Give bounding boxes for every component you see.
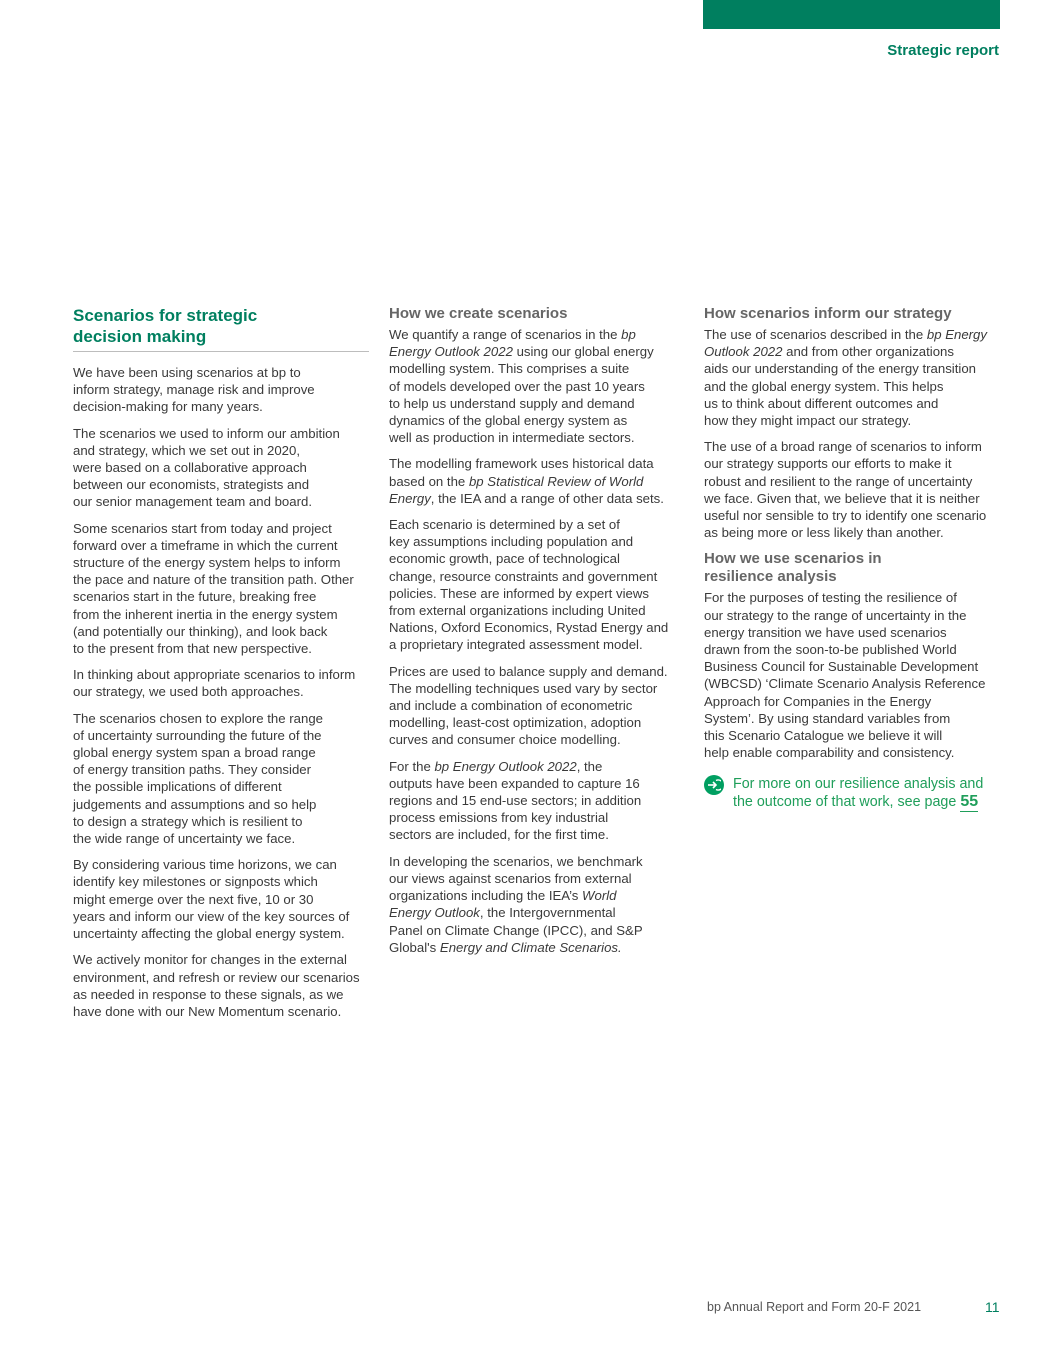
page-number: 11 xyxy=(985,1299,1000,1315)
paragraph: We actively monitor for changes in the external environment, and refresh or review our scenarios as needed in response to these signals, as we have done with our New Momentum scenario. xyxy=(73,952,360,1019)
paragraph: Each scenario is determined by a set of key assumptions including population and economic growth, pace of technological change, resource constraints and government policies. These are informed by expert views from external organizations including United Nations, Oxford Economics, Rystad Energy and a proprietary integrated assessment model. xyxy=(389,517,669,653)
paragraph: In developing the scenarios, we benchmark our views against scenarios from external organizations including the IEA’s World Energy Outlook, the Intergovernmental Panel on Climate Change (IPCC), and S&P Global's Energy and Climate Scenarios. xyxy=(389,853,643,955)
paragraph: The scenarios we used to inform our ambition and strategy, which we set out in 2020, were based on a collaborative approach between our economists, strategists and our senior management team and board. xyxy=(73,425,340,510)
paragraph: The use of scenarios described in the bp Energy Outlook 2022 and from other organizations aids our understanding of the energy transition and the global energy system. This helps us to think about different outcomes and how they might impact our strategy. xyxy=(704,327,987,429)
header-color-bar xyxy=(703,0,1000,29)
paragraph: Some scenarios start from today and project forward over a timeframe in which the current structure of the energy system helps to inform the pace and nature of the transition path. Other scenarios start in the future, breaking free from the inherent inertia in the energy system (and potentially our thinking), and look back to the present from that new perspective. xyxy=(73,520,354,657)
paragraph: For the bp Energy Outlook 2022, the outputs have been expanded to capture 16 regions and 15 end-use sectors; in addition process emissions from key industrial sectors are included, for the first time. xyxy=(389,758,642,843)
column-1 xyxy=(73,305,369,1029)
paragraph: The use of a broad range of scenarios to inform our strategy supports our efforts to make it robust and resilient to the range of uncertainty we face. Given that, we believe that it is neither useful nor sensible to try to identify one scenario as being more or less likely than another. xyxy=(704,439,987,541)
section-heading: How scenarios inform our strategy xyxy=(704,305,952,322)
column-3 xyxy=(704,305,1000,811)
section-label: Strategic report xyxy=(887,42,999,59)
page-title: Scenarios for strategic decision making xyxy=(73,305,369,352)
column-2 xyxy=(389,305,685,965)
paragraph: By considering various time horizons, we can identify key milestones or signposts which might emerge over the next five, 10 or 30 years and inform our view of the key sources of uncertainty affecting the global energy system. xyxy=(73,857,350,942)
paragraph: Prices are used to balance supply and demand. The modelling techniques used vary by sector and include a combination of econometric modelling, least-cost optimization, adoption curves and consumer choice modelling. xyxy=(389,663,668,748)
section-heading: How we create scenarios xyxy=(389,305,568,322)
section-heading: How we use scenarios in resilience analysis xyxy=(704,550,882,586)
paragraph: The modelling framework uses historical data based on the bp Statistical Review of World Energy, the IEA and a range of other data sets. xyxy=(389,456,664,506)
paragraph: In thinking about appropriate scenarios to inform our strategy, we used both approaches. xyxy=(73,667,356,700)
link-text[interactable]: For more on our resilience analysis and the outcome of that work, see page xyxy=(733,776,984,811)
cross-reference-link[interactable] xyxy=(704,775,1000,811)
paragraph: We quantify a range of scenarios in the bp Energy Outlook 2022 using our global energy modelling system. This comprises a suite of models developed over the past 10 years to help us understand supply and demand dynamics of the global energy system as well as production in intermediate sectors. xyxy=(389,327,654,446)
paragraph: The scenarios chosen to explore the range of uncertainty surrounding the future of the global energy system span a broad range of energy transition paths. They consider the possible implications of different judgements and assumptions and so help to design a strategy which is resilient to the wide range of uncertainty we face. xyxy=(73,710,323,847)
page-link[interactable]: 55 xyxy=(960,793,979,811)
arrow-circle-icon xyxy=(704,775,724,795)
paragraph: For the purposes of testing the resilience of our strategy to the range of uncertainty in the energy transition we have used scenarios drawn from the soon-to-be published World Business Council for Sustainable Development (WBCSD) ‘Climate Scenario Analysis Reference Approach for Companies in the Energy System’. By using standard variables from this Scenario Catalogue we believe it will help enable comparability and consistency. xyxy=(704,590,986,761)
footer-publication: bp Annual Report and Form 20-F 2021 xyxy=(707,1300,922,1314)
paragraph: We have been using scenarios at bp to inform strategy, manage risk and improve decision-making for many years. xyxy=(73,365,315,415)
